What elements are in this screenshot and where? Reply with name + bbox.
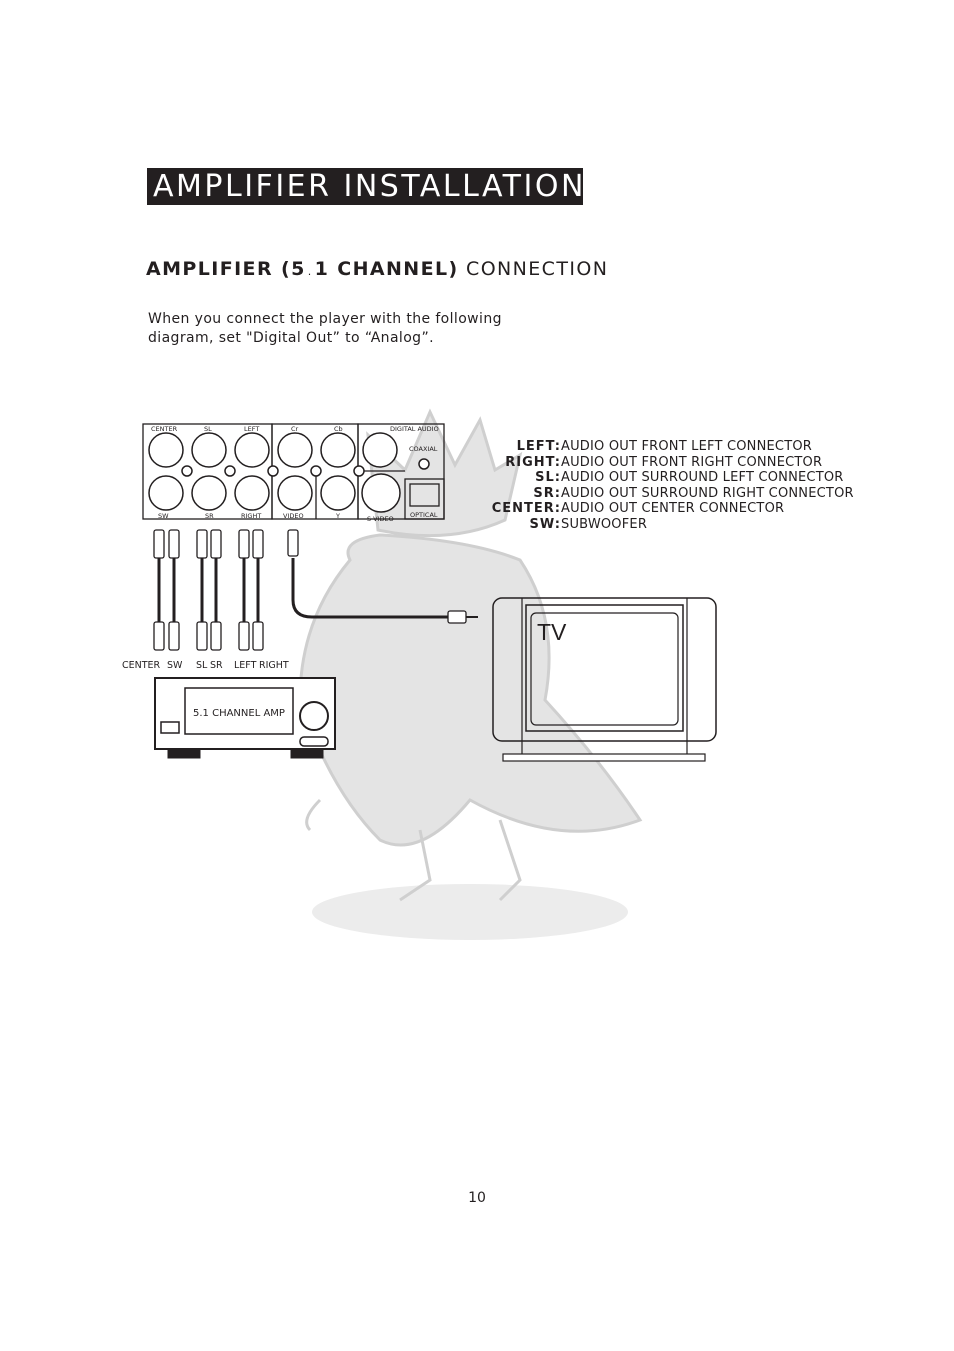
legend-key: LEFT:	[516, 439, 561, 454]
panel-label: SL	[204, 425, 212, 433]
legend-row	[488, 517, 854, 533]
legend-row	[488, 501, 854, 517]
legend-row	[488, 470, 854, 486]
legend-key: SR:	[533, 485, 561, 501]
legend-value: SUBWOOFER	[561, 516, 648, 532]
rca-plug-icon	[253, 622, 263, 650]
rca-plug-icon	[197, 530, 207, 558]
legend-value: AUDIO OUT CENTER CONNECTOR	[561, 501, 785, 517]
amp-display-label: 5.1 CHANNEL AMP	[193, 708, 285, 719]
page-title: AMPLIFIER INSTALLATION	[147, 168, 583, 205]
legend-key: RIGHT:	[505, 454, 561, 470]
heading-bold-part-2: 1 CHANNEL)	[314, 258, 459, 280]
panel-label: CENTER	[151, 425, 178, 433]
rca-plug-icon	[239, 530, 249, 558]
cable-label: RIGHT	[259, 660, 289, 671]
panel-label: RIGHT	[241, 512, 262, 520]
panel-label: VIDEO	[283, 512, 304, 520]
heading-dot: .	[307, 265, 313, 278]
legend-key: CENTER:	[491, 501, 561, 517]
legend-key: SW:	[529, 516, 561, 532]
panel-label: S-VIDEO	[367, 515, 394, 523]
rca-plug-icon	[211, 622, 221, 650]
intro-line: diagram, set "Digital Out” to “Analog”.	[148, 329, 434, 346]
rca-plug-icon	[197, 622, 207, 650]
rca-plug-icon	[154, 622, 164, 650]
cable-label: SL	[196, 660, 208, 671]
panel-label: LEFT	[244, 425, 260, 433]
rca-plug-icon	[169, 622, 179, 650]
rca-plug-icon	[253, 530, 263, 558]
legend-value: AUDIO OUT FRONT RIGHT CONNECTOR	[561, 454, 823, 470]
connector-legend	[488, 439, 854, 533]
legend-value: AUDIO OUT FRONT LEFT CONNECTOR	[561, 439, 813, 454]
rca-plug-icon	[169, 530, 179, 558]
tv-label: TV	[537, 619, 567, 645]
legend-value: AUDIO OUT SURROUND LEFT CONNECTOR	[561, 470, 844, 486]
rca-plug-icon	[211, 530, 221, 558]
cable-label: SW	[167, 660, 183, 671]
panel-label: Cr	[291, 425, 299, 433]
panel-label: Y	[336, 512, 340, 520]
panel-label: DIGITAL AUDIO	[390, 425, 439, 433]
legend-key: SL:	[535, 470, 561, 486]
cable-label: SR	[210, 660, 223, 671]
legend-row	[488, 455, 854, 471]
heading-light-part: CONNECTION	[466, 258, 609, 280]
rca-plug-icon	[154, 530, 164, 558]
cable-label: LEFT	[234, 660, 257, 671]
legend-row	[488, 486, 854, 502]
heading-bold-part: AMPLIFIER (5	[146, 258, 306, 280]
panel-label: SW	[158, 512, 169, 520]
cable-label: CENTER	[122, 660, 161, 671]
page-number: 10	[468, 1190, 486, 1206]
intro-line: When you connect the player with the following	[148, 311, 502, 327]
legend-value: AUDIO OUT SURROUND RIGHT CONNECTOR	[561, 485, 854, 501]
panel-label: OPTICAL	[410, 511, 438, 519]
legend-row	[488, 439, 854, 455]
panel-label: Cb	[334, 425, 343, 433]
rca-plug-icon	[239, 622, 249, 650]
panel-label: SR	[205, 512, 214, 520]
panel-label: COAXIAL	[409, 445, 438, 453]
